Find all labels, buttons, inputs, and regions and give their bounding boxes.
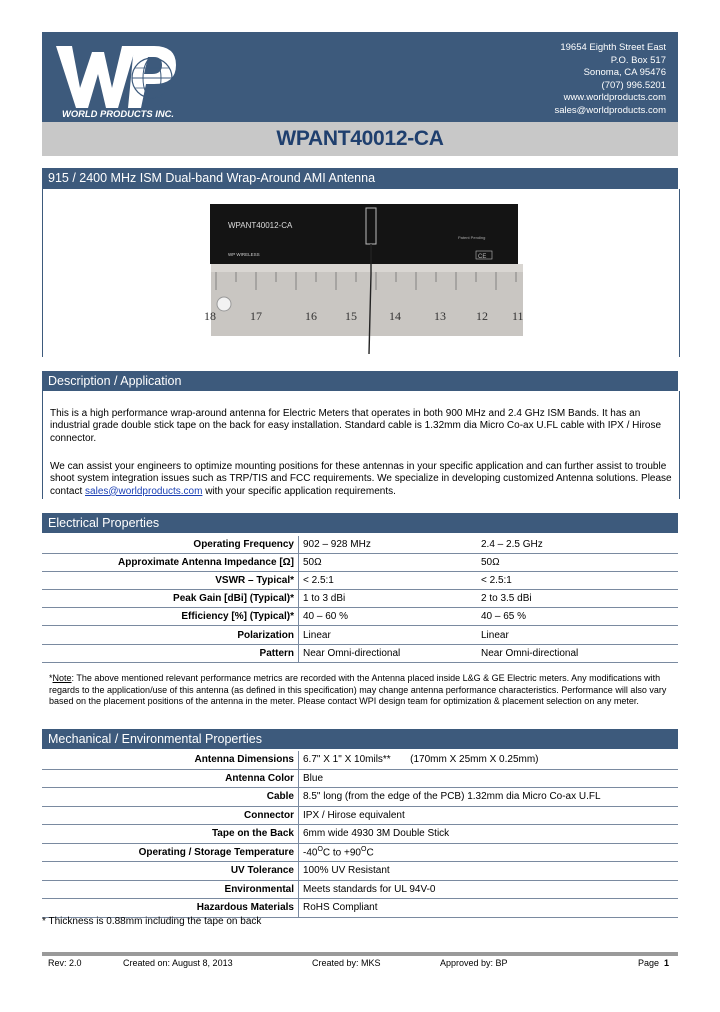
address-line: Sonoma, CA 95476 (583, 67, 666, 79)
email: sales@worldproducts.com (554, 104, 666, 116)
property-label: Approximate Antenna Impedance [Ω] (42, 554, 299, 572)
property-value: 2.4 – 2.5 GHz (477, 536, 678, 554)
antenna-photo (206, 204, 526, 354)
property-value: < 2.5:1 (477, 572, 678, 590)
property-label: VSWR – Typical* (42, 572, 299, 590)
property-label: Tape on the Back (42, 825, 299, 844)
property-label: Efficiency [%] (Typical)* (42, 608, 299, 626)
property-value: 2 to 3.5 dBi (477, 590, 678, 608)
footer-rule (42, 952, 678, 956)
table-row (42, 806, 678, 825)
ruler-number: 16 (305, 309, 317, 323)
electrical-table (42, 536, 678, 663)
part-number: WPANT40012-CA (276, 127, 444, 150)
property-value: Meets standards for UL 94V-0 (299, 880, 679, 899)
table-row (42, 626, 678, 644)
website: www.worldproducts.com (563, 92, 666, 104)
address-line: P.O. Box 517 (610, 54, 666, 66)
property-value: 6.7" X 1" X 10mils** (170mm X 25mm X 0.25mm) (299, 751, 679, 769)
company-name: WORLD PRODUCTS INC. (62, 108, 174, 119)
property-label: Peak Gain [dBi] (Typical)* (42, 590, 299, 608)
property-value: Near Omni-directional (477, 644, 678, 662)
page-label: Page (638, 958, 660, 968)
table-row (42, 572, 678, 590)
description-text: We can assist your engineers to optimize mounting positions for these antennas in your specific application and can further assist to trouble shoot system integration issues such as TRP/TIS and FCC requirements. We specialize in developing customized Antenna solutions. Please contact (50, 461, 672, 497)
ruler-number: 12 (476, 309, 488, 323)
page-indicator (638, 958, 669, 968)
company-address (554, 42, 666, 118)
degree-mark: O (317, 846, 323, 854)
table-row (42, 899, 678, 918)
table-row (42, 862, 678, 881)
property-value: 50Ω (477, 554, 678, 572)
property-label: Hazardous Materials (42, 899, 299, 918)
property-label: Cable (42, 788, 299, 807)
performance-note (49, 673, 674, 708)
table-row (42, 608, 678, 626)
photo-part-label: WPANT40012-CA (228, 221, 293, 230)
table-row (42, 554, 678, 572)
table-row (42, 590, 678, 608)
world-products-logo (52, 38, 192, 118)
photo-ce-mark: CE (478, 254, 487, 260)
property-label: Operating Frequency (42, 536, 299, 554)
revision: Rev: 2.0 (48, 958, 82, 968)
description-paragraph-1: This is a high performance wrap-around antenna for Electric Meters that operates in both 900 MHz and 2.4 GHz ISM Bands. It has an industrial grade double stick tape on the back for easy installation. Standard cable is 1.32mm dia Micro Co-ax U.FL cable with IPX / Hirose connector. (50, 408, 662, 444)
product-title: 915 / 2400 MHz ISM Dual-band Wrap-Around AMI Antenna (48, 171, 376, 185)
property-value: 100% UV Resistant (299, 862, 679, 881)
table-row (42, 536, 678, 554)
note-text: : The above mentioned relevant performance metrics are recorded with the Antenna placed inside L&G & GE Electric meters. Any modifications with regards to the application/use of this antenna (as defined in this specification) may change antenna performance characteristics. Performance will also vary based on the placement positions of the antenna in the meter. Please contact WPI design team for optimization & placement selection on any meter. (49, 673, 667, 707)
table-row (42, 825, 678, 844)
property-value: 902 – 928 MHz (299, 536, 478, 554)
ruler-number: 18 (204, 309, 216, 323)
property-value (299, 843, 679, 862)
temp-low: -40 (303, 847, 318, 859)
description-heading: Description / Application (48, 374, 182, 388)
property-value: RoHS Compliant (299, 899, 679, 918)
photo-brand: WP WIRELESS (228, 252, 260, 257)
property-value: Linear (477, 626, 678, 644)
property-label: Antenna Color (42, 769, 299, 788)
description-text: with your specific application requirements. (202, 485, 396, 497)
property-value: 40 – 65 % (477, 608, 678, 626)
property-label: Operating / Storage Temperature (42, 843, 299, 862)
property-label: Connector (42, 806, 299, 825)
note-label: Note (52, 673, 72, 683)
thickness-footnote: * Thickness is 0.88mm including the tape on back (42, 916, 262, 927)
product-photo-box (42, 189, 680, 357)
property-label: UV Tolerance (42, 862, 299, 881)
created-by: Created by: MKS (312, 958, 381, 968)
table-row (42, 769, 678, 788)
photo-patent: Patent Pending (458, 235, 486, 240)
ruler-number: 15 (345, 309, 357, 323)
property-value: < 2.5:1 (299, 572, 478, 590)
property-value: IPX / Hirose equivalent (299, 806, 679, 825)
mechanical-heading-bar (42, 729, 678, 749)
degree-mark: O (361, 846, 367, 854)
electrical-heading-bar (42, 513, 678, 533)
description-heading-bar (42, 371, 678, 391)
part-number-bar (42, 122, 678, 156)
sales-email-link[interactable]: sales@worldproducts.com (85, 485, 203, 497)
property-value: Near Omni-directional (299, 644, 478, 662)
temp-connector: C to (322, 847, 345, 859)
address-line: 19654 Eighth Street East (560, 42, 666, 53)
property-label: Pattern (42, 644, 299, 662)
header-banner (42, 32, 678, 122)
property-label: Polarization (42, 626, 299, 644)
property-value: Blue (299, 769, 679, 788)
product-title-bar (42, 168, 678, 189)
description-paragraph-2 (50, 461, 675, 498)
property-value: Linear (299, 626, 478, 644)
table-row (42, 788, 678, 807)
mechanical-heading: Mechanical / Environmental Properties (48, 732, 262, 746)
created-on: Created on: August 8, 2013 (123, 958, 233, 968)
table-row (42, 880, 678, 899)
ruler-number: 17 (250, 309, 262, 323)
ruler-number: 14 (389, 309, 401, 323)
property-value: 6mm wide 4930 3M Double Stick (299, 825, 679, 844)
property-value: 50Ω (299, 554, 478, 572)
mechanical-table (42, 751, 678, 918)
phone: (707) 996.5201 (601, 79, 666, 91)
property-label: Environmental (42, 880, 299, 899)
property-value: 8.5" long (from the edge of the PCB) 1.32mm dia Micro Co-ax U.FL (299, 788, 679, 807)
page-number: 1 (664, 958, 670, 968)
temp-unit: C (366, 847, 374, 859)
property-value: 40 – 60 % (299, 608, 478, 626)
property-value: 1 to 3 dBi (299, 590, 478, 608)
property-label: Antenna Dimensions (42, 751, 299, 769)
electrical-heading: Electrical Properties (48, 516, 160, 530)
ruler-number: 13 (434, 309, 446, 323)
ruler-number: 11 (512, 309, 524, 323)
temp-high: +90 (344, 847, 361, 859)
note-prefix: * (49, 673, 53, 683)
approved-by: Approved by: BP (440, 958, 508, 968)
table-row (42, 751, 678, 769)
table-row (42, 644, 678, 662)
table-row (42, 843, 678, 862)
